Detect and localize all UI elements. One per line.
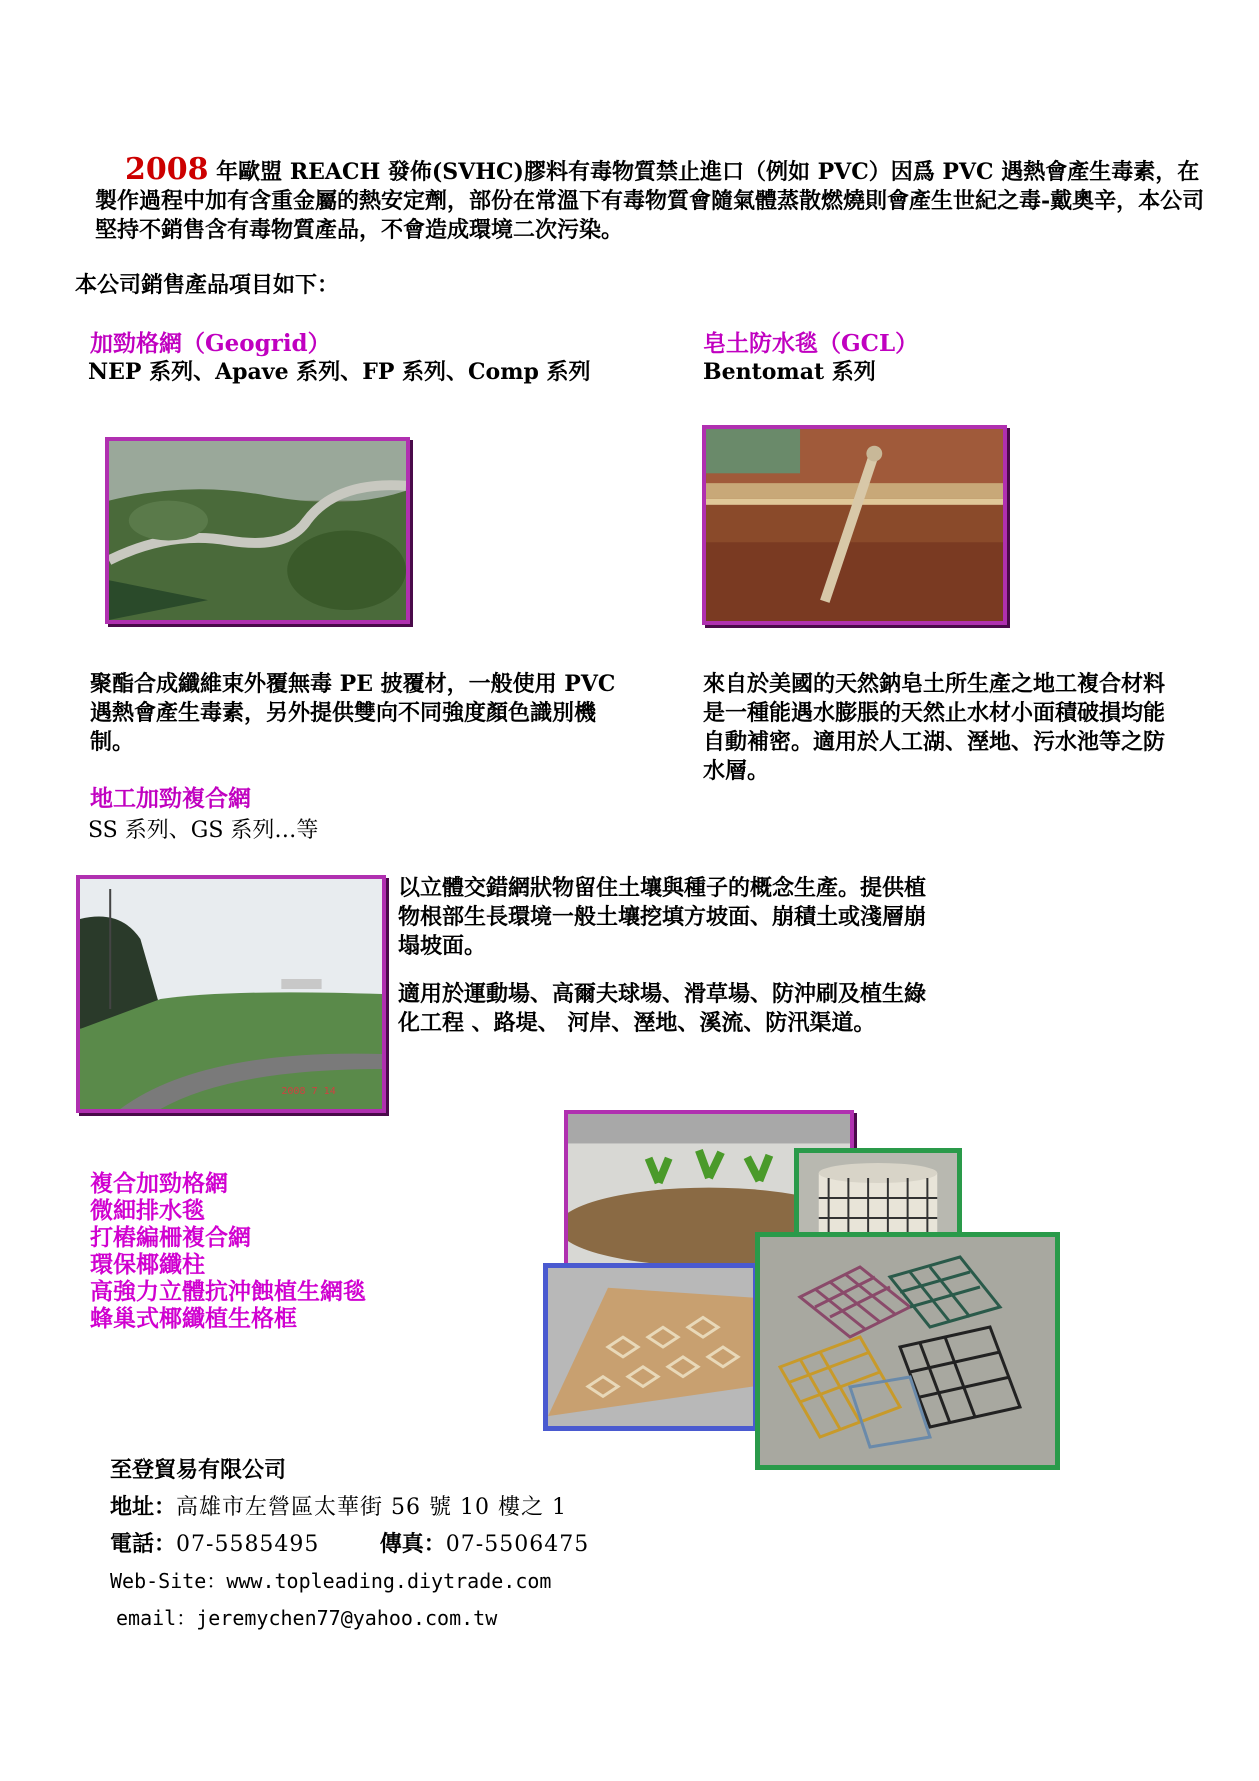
email-line xyxy=(110,1600,589,1637)
list-item: 蜂巢式椰纖植生格框 xyxy=(90,1305,297,1332)
product-geogrid-description: 聚酯合成纖維束外覆無毒 PE 披覆材，一般使用 PVC 遇熱會產生毒素，另外提供雙向不同強度顏色識別機制。 xyxy=(90,671,616,755)
intro-paragraph xyxy=(95,152,1210,245)
email-label: email： xyxy=(116,1606,197,1630)
intro-text: 年歐盟 REACH 發佈(SVHC)膠料有毒物質禁止進口（例如 PVC）因爲 PVC 遇熱會產生毒素，在製作過程中加有含重金屬的熱安定劑，部份在常溫下有毒物質會隨氣體蒸散燃燒則會產生世紀之毒-戴奧辛，本公司堅持不銷售含有毒物質產品，不會造成環境二次污染。 xyxy=(95,159,1205,243)
fax-label: 傳真： xyxy=(379,1531,446,1557)
contact-block xyxy=(110,1452,589,1637)
photo-date-stamp: 2008 7 14 xyxy=(281,1086,336,1097)
product-gcl-title: 皂土防水毯（GCL） xyxy=(703,330,919,357)
list-item: 高強力立體抗沖蝕植生網毯 xyxy=(90,1278,366,1305)
email-link[interactable]: jeremychen77@yahoo.com.tw xyxy=(196,1606,498,1630)
company-name: 至登貿易有限公司 xyxy=(110,1457,287,1483)
list-item: 打樁編柵複合網 xyxy=(90,1224,251,1251)
product-composite-title: 地工加勁複合網 xyxy=(90,785,251,812)
intro-year: 2008 xyxy=(125,152,209,187)
honeycomb-frame-photo xyxy=(543,1263,758,1431)
product-composite-description-2: 適用於運動場、高爾夫球場、滑草場、防沖刷及植生綠化工程 、路堤、 河岸、溼地、溪流、防汛渠道。 xyxy=(398,981,927,1036)
product-composite-description-1: 以立體交錯網狀物留住土壤與種子的概念生產。提供植物根部生長環境一般土壤挖填方坡面、崩積土或淺層崩塌坡面。 xyxy=(398,875,927,959)
address-label: 地址： xyxy=(110,1494,177,1520)
product-composite-series: SS 系列、GS 系列…等 xyxy=(88,818,319,843)
address-value: 高雄市左營區太華街 56 號 10 樓之 1 xyxy=(176,1495,567,1520)
list-item: 微細排水毯 xyxy=(90,1197,205,1224)
list-item: 複合加勁格網 xyxy=(90,1170,228,1197)
phone-label: 電話： xyxy=(110,1531,177,1557)
geogrid-road-photo xyxy=(105,437,410,624)
other-products-list xyxy=(90,1170,366,1332)
product-gcl-series: Bentomat 系列 xyxy=(703,359,876,385)
product-gcl-description: 來自於美國的天然鈉皂土所生產之地工複合材料是一種能遇水膨脹的天然止水材小面積破損均能自動補密。適用於人工湖、溼地、污水池等之防水層。 xyxy=(703,671,1166,784)
composite-slope-photo xyxy=(76,875,386,1113)
product-geogrid-series: NEP 系列、Apave 系列、FP 系列、Comp 系列 xyxy=(88,359,591,385)
phone-fax-line xyxy=(110,1526,589,1563)
website-link[interactable]: www.topleading.diytrade.com xyxy=(226,1569,552,1593)
phone-value: 07-5585495 xyxy=(176,1532,320,1557)
website-line xyxy=(110,1563,589,1600)
gcl-soil-photo xyxy=(702,425,1007,625)
fax-value: 07-5506475 xyxy=(445,1532,590,1557)
list-item: 環保椰纖柱 xyxy=(90,1251,205,1278)
geogrid-samples-photo xyxy=(755,1232,1060,1470)
website-label: Web-Site： xyxy=(110,1569,227,1593)
address-line xyxy=(110,1489,589,1526)
products-heading: 本公司銷售產品項目如下： xyxy=(75,272,340,298)
product-geogrid-title: 加勁格網（Geogrid） xyxy=(90,330,331,357)
